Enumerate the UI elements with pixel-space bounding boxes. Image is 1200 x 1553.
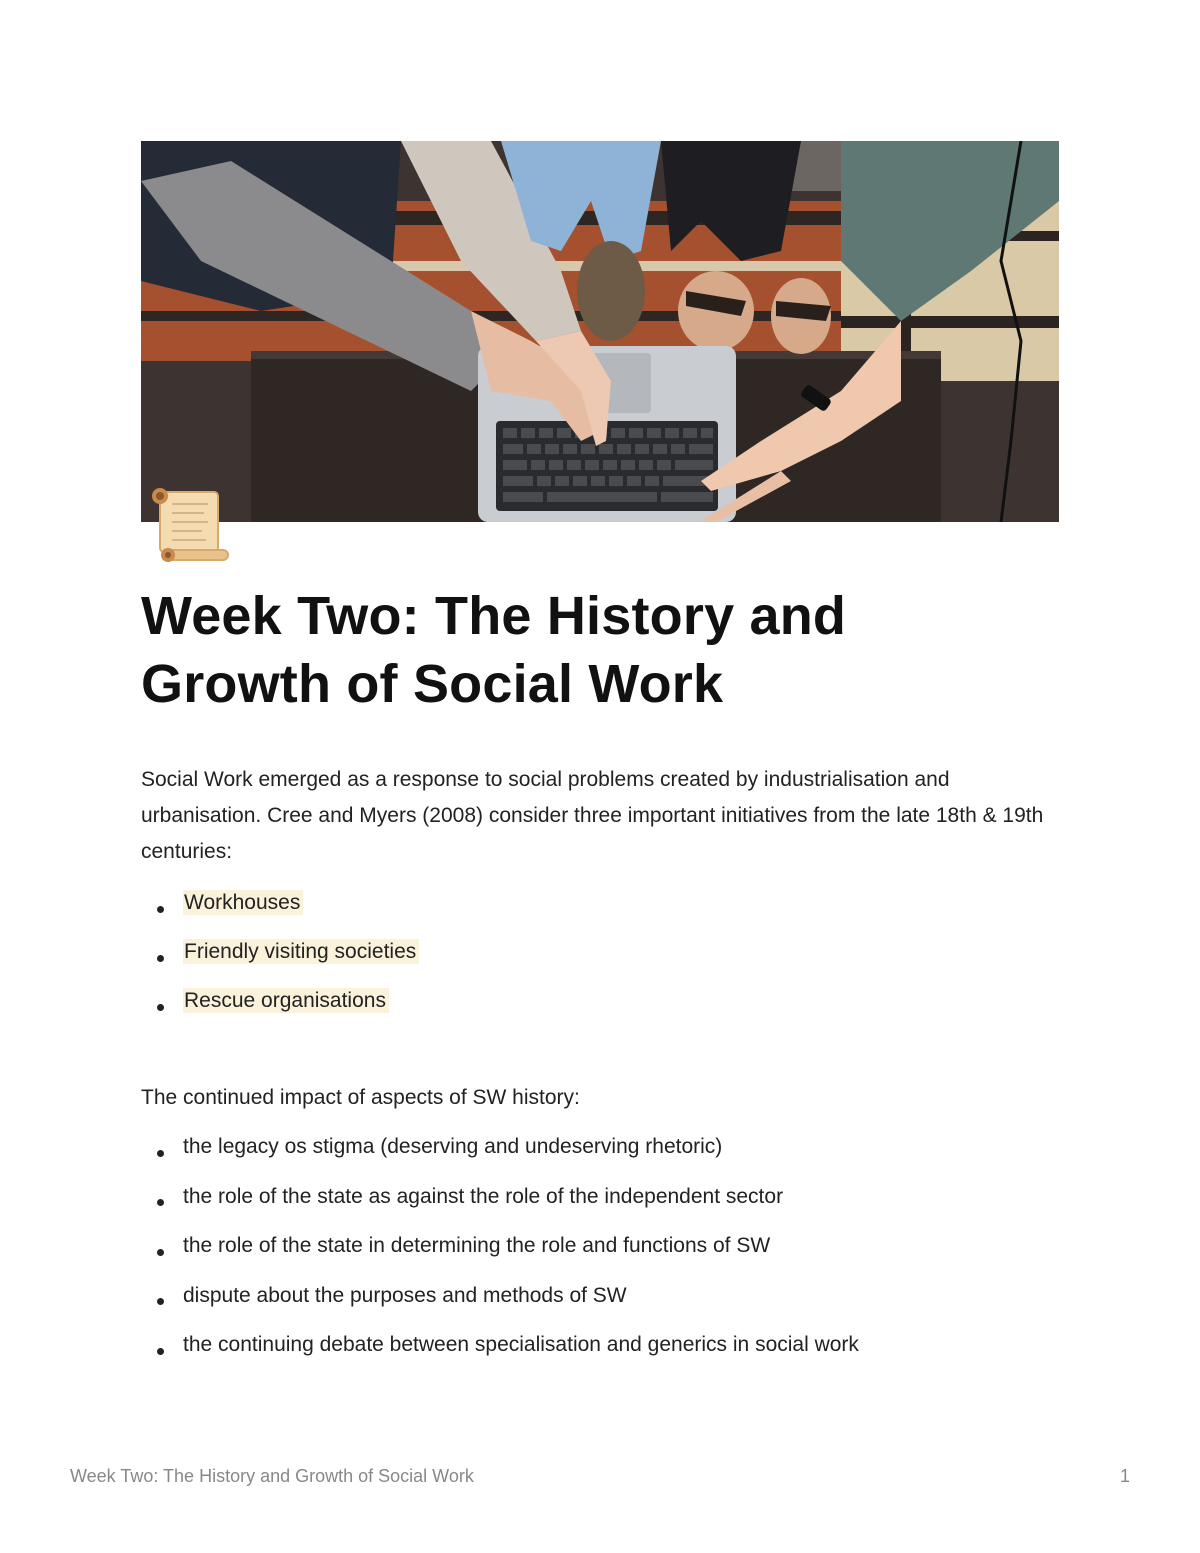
list-item: the role of the state in determining the role and functions of SW	[141, 1227, 859, 1277]
list-item: the legacy os stigma (deserving and undeserving rhetoric)	[141, 1128, 859, 1178]
list-item	[141, 884, 419, 933]
scroll-icon	[146, 486, 236, 566]
impact-heading: The continued impact of aspects of SW history:	[141, 1086, 580, 1109]
footer-title: Week Two: The History and Growth of Social Work	[70, 1466, 474, 1486]
list-item-label: Workhouses	[183, 890, 303, 915]
list-item: dispute about the purposes and methods of SW	[141, 1277, 859, 1327]
list-item: the role of the state as against the role of the independent sector	[141, 1178, 859, 1228]
cover-image	[141, 141, 1059, 522]
page-number: 1	[1119, 1466, 1130, 1486]
impacts-list	[141, 1128, 859, 1376]
list-item-label: Friendly visiting societies	[183, 939, 419, 964]
list-item	[141, 982, 419, 1031]
cover-illustration	[141, 141, 1059, 522]
list-item: the continuing debate between specialisation and generics in social work	[141, 1326, 859, 1376]
initiatives-list	[141, 884, 419, 1031]
page-title: Week Two: The History and Growth of Social Work	[141, 586, 847, 714]
list-item	[141, 933, 419, 982]
list-item-label: Rescue organisations	[183, 988, 389, 1013]
intro-paragraph: Social Work emerged as a response to social problems created by industrialisation and urbanisation. Cree and Myers (2008) consider three important initiatives from the late 18th & 19th centuries:	[141, 768, 1044, 863]
